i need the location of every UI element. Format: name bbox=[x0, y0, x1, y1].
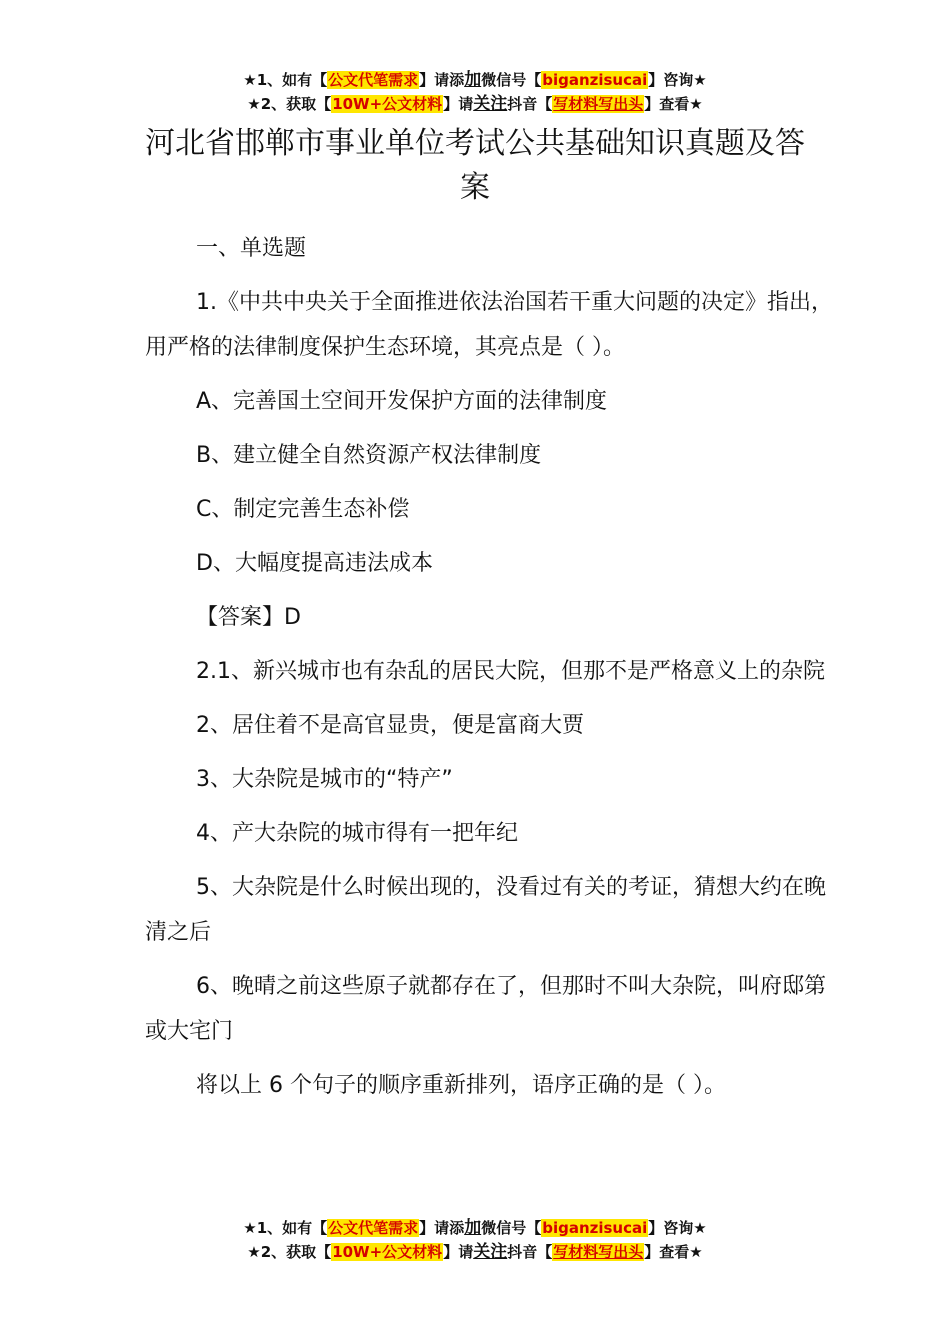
banner-text: ★1、如有【 bbox=[243, 71, 328, 89]
banner-text: ★2、获取【 bbox=[247, 95, 332, 113]
question-1-answer: 【答案】D bbox=[196, 605, 301, 630]
banner-text: 】咨询★ bbox=[648, 71, 707, 89]
banner-highlight-wechat: biganzisucai bbox=[542, 71, 648, 89]
banner-emphasis: 关注 bbox=[473, 1242, 508, 1262]
banner-emphasis: 加 bbox=[464, 1218, 482, 1238]
question-1-option-a: A、完善国土空间开发保护方面的法律制度 bbox=[196, 389, 608, 414]
banner-emphasis: 关注 bbox=[473, 94, 508, 114]
banner-line-2 bbox=[0, 92, 950, 116]
banner-text: ★2、获取【 bbox=[247, 1243, 332, 1261]
banner-text: 抖音【 bbox=[507, 1243, 553, 1261]
banner-line-1 bbox=[0, 1216, 950, 1240]
question-1-stem: 1.《中共中央关于全面推进依法治国若干重大问题的决定》指出，用严格的法律制度保护生态环境，其亮点是（ ）。 bbox=[145, 290, 833, 360]
banner-line-1 bbox=[0, 68, 950, 92]
banner-text: 】请 bbox=[443, 95, 474, 113]
question-2-line-6: 6、晚晴之前这些原子就都存在了，但那时不叫大杂院，叫府邸第或大宅门 bbox=[145, 974, 826, 1044]
banner-text: ★1、如有【 bbox=[243, 1219, 328, 1237]
section-heading: 一、单选题 bbox=[196, 236, 307, 261]
question-1-option-b: B、建立健全自然资源产权法律制度 bbox=[196, 443, 542, 468]
top-banner bbox=[0, 68, 950, 116]
question-1-option-d: D、大幅度提高违法成本 bbox=[196, 551, 433, 576]
banner-highlight-service: 公文代笔需求 bbox=[328, 71, 419, 89]
question-2-prompt: 将以上 6 个句子的顺序重新排列，语序正确的是（ ）。 bbox=[196, 1073, 726, 1098]
banner-text: 微信号【 bbox=[481, 71, 542, 89]
banner-text: 】请 bbox=[443, 1243, 474, 1261]
banner-highlight-materials: 10W+公文材料 bbox=[332, 1243, 443, 1261]
banner-highlight-douyin: 写材料写出头 bbox=[553, 95, 644, 113]
banner-text: 抖音【 bbox=[507, 95, 553, 113]
banner-highlight-douyin: 写材料写出头 bbox=[553, 1243, 644, 1261]
banner-text: 】请添 bbox=[419, 71, 465, 89]
question-2-line-3: 3、大杂院是城市的“特产” bbox=[196, 767, 453, 792]
banner-text: 】查看★ bbox=[644, 95, 703, 113]
banner-text: 】咨询★ bbox=[648, 1219, 707, 1237]
banner-highlight-materials: 10W+公文材料 bbox=[332, 95, 443, 113]
question-1-option-c: C、制定完善生态补偿 bbox=[196, 497, 410, 522]
question-2-line-2: 2、居住着不是高官显贵，便是富商大贾 bbox=[196, 713, 584, 738]
question-2-line-5: 5、大杂院是什么时候出现的，没看过有关的考证，猜想大约在晚清之后 bbox=[145, 875, 826, 945]
banner-text: 】查看★ bbox=[644, 1243, 703, 1261]
banner-highlight-wechat: biganzisucai bbox=[542, 1219, 648, 1237]
banner-line-2 bbox=[0, 1240, 950, 1264]
question-2-line-4: 4、产大杂院的城市得有一把年纪 bbox=[196, 821, 518, 846]
banner-highlight-service: 公文代笔需求 bbox=[328, 1219, 419, 1237]
question-2-line-1: 2.1、新兴城市也有杂乱的居民大院，但那不是严格意义上的杂院 bbox=[196, 659, 825, 684]
document-body bbox=[145, 226, 835, 1117]
bottom-banner bbox=[0, 1216, 950, 1264]
document-title: 河北省邯郸市事业单位考试公共基础知识真题及答案 bbox=[145, 126, 805, 205]
banner-text: 】请添 bbox=[419, 1219, 465, 1237]
banner-emphasis: 加 bbox=[464, 70, 482, 90]
banner-text: 微信号【 bbox=[481, 1219, 542, 1237]
